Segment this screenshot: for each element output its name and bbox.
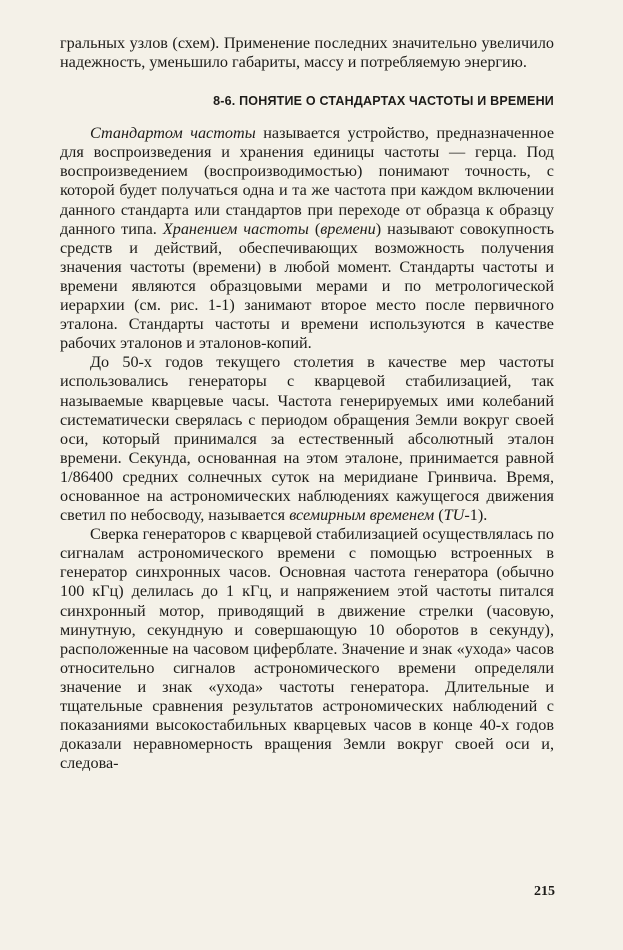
paragraph-text: -1). <box>464 506 488 525</box>
page-body <box>60 34 554 773</box>
section-heading: 8-6. ПОНЯТИЕ О СТАНДАРТАХ ЧАСТОТЫ И ВРЕМЕНИ <box>213 94 554 109</box>
paragraph-text: ( <box>308 219 321 238</box>
paragraph-text: ) называют совокупность средств и действий, обеспечивающих возможность получения значения частоты (времени) в любой момент. Стандарты частоты и времени являются образцовыми мерами и по метрологической иерархии (см. рис. 1-1) занимают второе место после первичного эталона. Стандарты частоты и времени используются в качестве рабочих эталонов и эталонов-копий. <box>60 219 554 353</box>
term-universal-time: всемирным временем <box>289 506 435 525</box>
continued-paragraph: гральных узлов (схем). Применение последних значительно увеличило надежность, уменьшило габариты, массу и потребляемую энергию. <box>60 34 554 72</box>
term-frequency-standard: Стандартом частоты <box>90 124 256 143</box>
paragraph-text: ( <box>434 506 444 525</box>
term-tu-abbreviation: TU <box>443 506 465 525</box>
paragraph-text: До 50-х годов текущего столетия в качестве мер частоты использовались генераторы с кварцевой стабилизацией, так называемые кварцевые часы. Частота генерируемых ими колебаний систематически сверялась с периодом обращения Земли вокруг своей оси, который принимался за естественный абсолютный эталон времени. Секунда, основанная на этом эталоне, принимается равной 1/86400 средних солнечных суток на меридиане Гринвича. Время, основанное на астрономических наблюдениях кажущегося движения светил по небосводу, называется <box>60 353 554 525</box>
paragraph-calibration: Сверка генераторов с кварцевой стабилизацией осуществлялась по сигналам астрономического времени с помощью встроенных в генератор синхронных часов. Основная частота генератора (обычно 100 кГц) делилась до 1 кГц, и напряжением этой частоты питался синхронный мотор, приводящий в движение стрелки (часовую, минутную, секундную и совершающую 10 оборотов в секунду), расположенные на часовом циферблате. Значение и знак «ухода» часов относительно сигналов астрономического времени определяли значение и знак «ухода» частоты генератора. Длительные и тщательные сравнения результатов астрономических наблюдений с показаниями высокостабильных кварцевых часов в конце 40-х годов доказали неравномерность вращения Земли вокруг своей оси и, следова- <box>60 525 554 773</box>
paragraph-definition <box>60 124 554 353</box>
term-time: времени <box>320 219 376 238</box>
paragraph-history <box>60 353 554 525</box>
paragraph-text: называется устройство, предназначенное для воспроизведения и хранения единицы частоты — герца. Под воспроизведением (воспроизводимостью) понимают точность, с которой будет получаться одна и та же частота при каждом включении данного стандарта или стандартов при переходе от образца к образцу данного типа. <box>60 124 555 238</box>
page-number: 215 <box>534 884 555 899</box>
term-frequency-storage: Хранением частоты <box>162 219 309 238</box>
